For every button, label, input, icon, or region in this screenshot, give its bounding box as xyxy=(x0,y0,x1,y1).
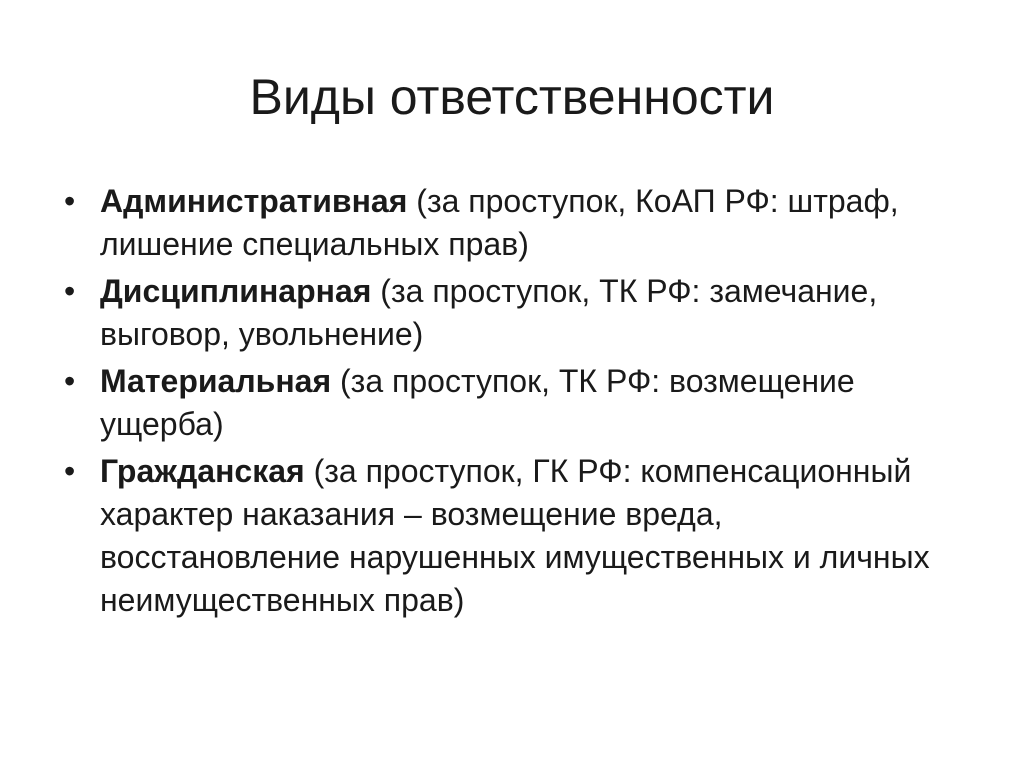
bullet-term: Материальная xyxy=(100,363,332,399)
bullet-description: (за проступок, ГК РФ: компенсационный характер наказания – возмещение вреда, восстановление нарушенных имущественных и личных неимущественных прав) xyxy=(100,453,930,618)
bullet-item-material xyxy=(60,360,940,446)
bullet-term: Гражданская xyxy=(100,453,305,489)
bullet-description: (за проступок, ТК РФ: замечание, выговор, увольнение) xyxy=(100,273,878,352)
bullet-icon: • xyxy=(64,273,76,309)
bullet-icon: • xyxy=(64,453,76,489)
bullet-list xyxy=(60,180,940,626)
slide-title: Виды ответственности xyxy=(249,69,775,125)
bullet-item-civil xyxy=(60,450,940,622)
bullet-term: Административная xyxy=(100,183,408,219)
bullet-icon: • xyxy=(64,363,76,399)
bullet-item-administrative xyxy=(60,180,940,266)
bullet-item-disciplinary xyxy=(60,270,940,356)
bullet-description: (за проступок, ТК РФ: возмещение ущерба) xyxy=(100,363,855,442)
bullet-icon: • xyxy=(64,183,76,219)
bullet-description: (за проступок, КоАП РФ: штраф, лишение специальных прав) xyxy=(100,183,899,262)
bullet-term: Дисциплинарная xyxy=(100,273,372,309)
